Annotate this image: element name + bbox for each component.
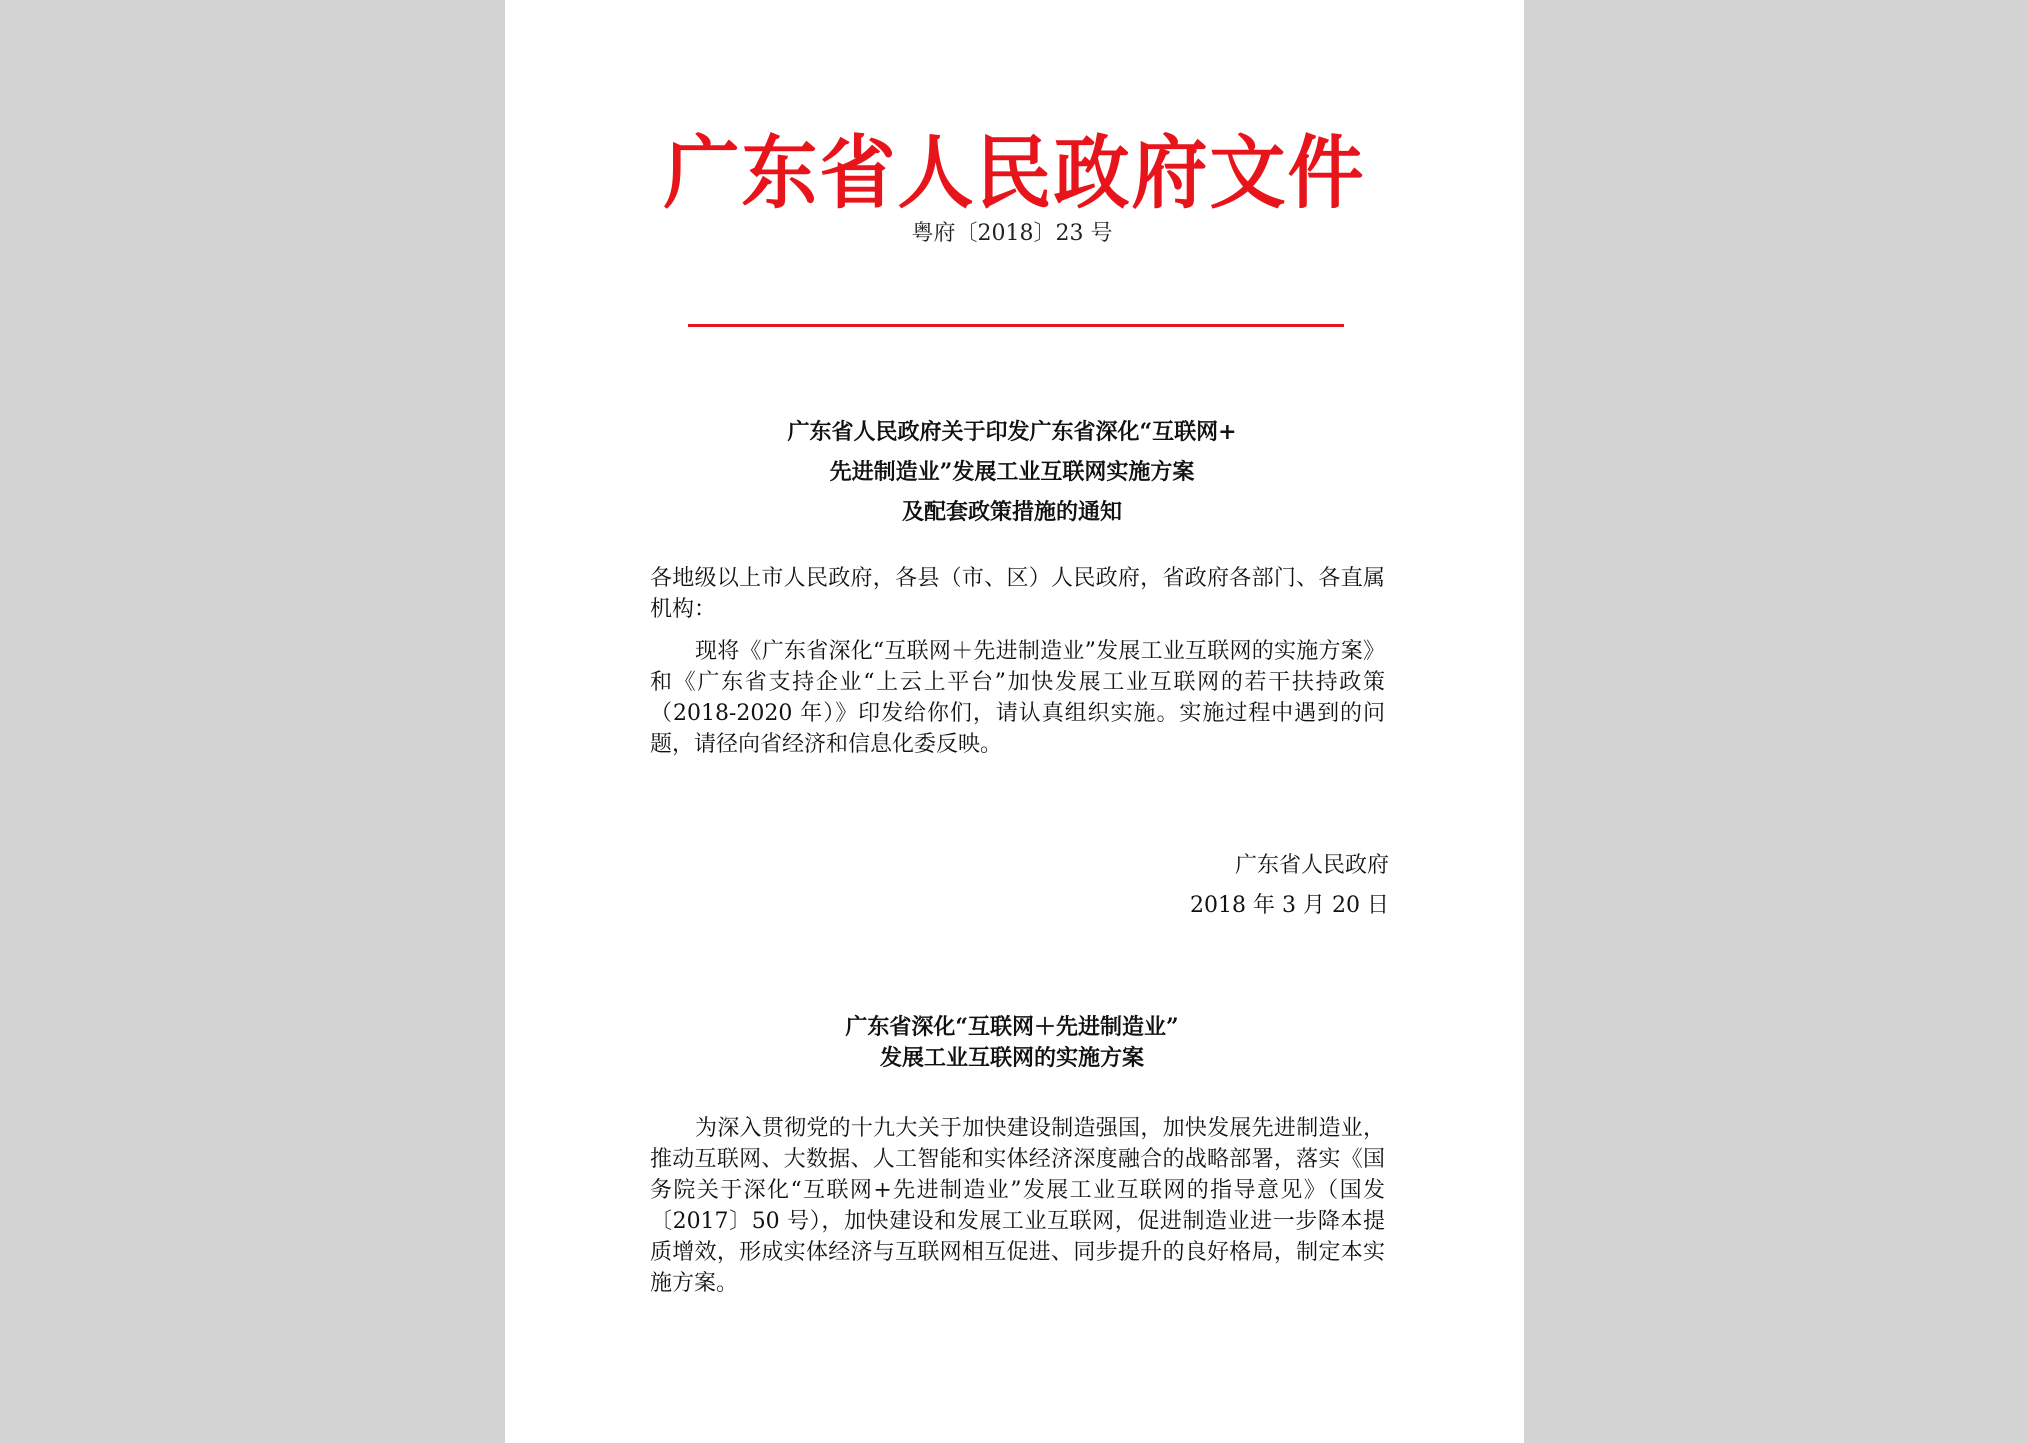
notice-title-line: 及配套政策措施的通知 bbox=[901, 499, 1122, 525]
addressee-paragraph: 各地级以上市人民政府，各县（市、区）人民政府，省政府各部门、各直属机构： bbox=[650, 566, 1385, 622]
plan-title-line: 广东省深化“互联网＋先进制造业” bbox=[845, 1014, 1179, 1040]
notice-body-paragraph: 现将《广东省深化“互联网＋先进制造业”发展工业互联网的实施方案》和《广东省支持企业“上云上平台”加快发展工业互联网的若干扶持政策（2018-2020 年）》印发给你们，请认真组织实施。实施过程中遇到的问题，请径向省经济和信息化委反映。 bbox=[650, 639, 1385, 757]
red-divider-line bbox=[688, 324, 1344, 327]
agency-header-title: 广东省人民政府文件 bbox=[663, 125, 1366, 220]
issue-date: 2018 年 3 月 20 日 bbox=[1190, 893, 1389, 918]
document-number: 粤府〔2018〕23 号 bbox=[911, 221, 1113, 246]
plan-intro-paragraph: 为深入贯彻党的十九大关于加快建设制造强国，加快发展先进制造业，推动互联网、大数据、人工智能和实体经济深度融合的战略部署，落实《国务院关于深化“互联网+先进制造业”发展工业互联网的指导意见》（国发〔2017〕50 号），加快建设和发展工业互联网，促进制造业进一步降本提质增效，形成实体经济与互联网相互促进、同步提升的良好格局，制定本实施方案。 bbox=[650, 1116, 1385, 1296]
issuer-signature: 广东省人民政府 bbox=[1234, 853, 1389, 878]
plan-title bbox=[505, 1012, 1519, 1074]
notice-title-line: 广东省人民政府关于印发广东省深化“互联网+ bbox=[787, 419, 1237, 445]
document-page bbox=[505, 0, 1524, 1443]
plan-title-line: 发展工业互联网的实施方案 bbox=[879, 1045, 1144, 1071]
notice-title-line: 先进制造业”发展工业互联网实施方案 bbox=[829, 459, 1195, 485]
notice-title bbox=[505, 412, 1519, 532]
